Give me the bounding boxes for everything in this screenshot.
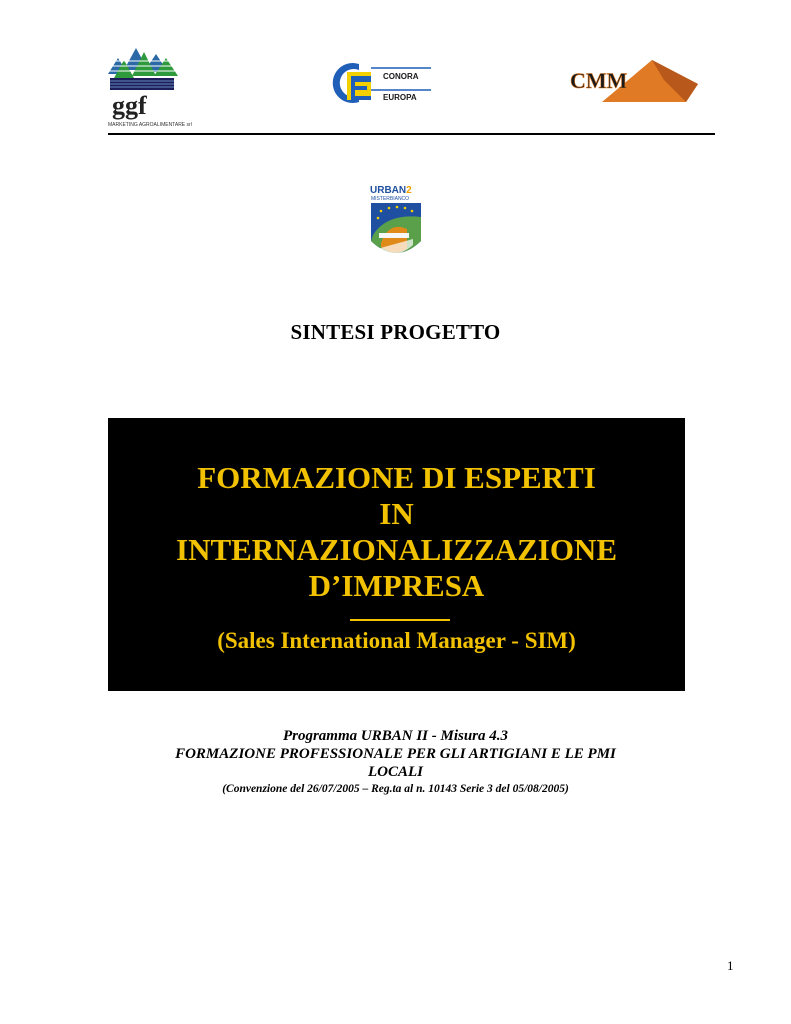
title-divider xyxy=(350,619,450,621)
title-subtitle: (Sales International Manager - SIM) xyxy=(217,628,576,653)
program-line: FORMAZIONE PROFESSIONALE PER GLI ARTIGIANI E LE PMI xyxy=(175,746,616,762)
title-block xyxy=(108,460,685,604)
conora-europa-logo xyxy=(333,60,433,106)
svg-text:ggf: ggf xyxy=(112,91,147,120)
urban2-logo xyxy=(367,183,425,265)
program-info xyxy=(0,727,791,797)
title-line: INTERNAZIONALIZZAZIONE xyxy=(176,532,617,567)
page-heading: SINTESI PROGETTO xyxy=(290,320,501,344)
cmm-logo xyxy=(568,58,700,104)
svg-text:CONORA: CONORA xyxy=(383,72,419,81)
program-line: Programma URBAN II - Misura 4.3 xyxy=(282,728,509,744)
convention-line: (Convenzione del 26/07/2005 – Reg.ta al n. 10143 Serie 3 del 05/08/2005) xyxy=(222,783,569,795)
svg-text:MISTERBIANCO: MISTERBIANCO xyxy=(371,196,410,202)
title-line: IN xyxy=(379,496,414,531)
title-box xyxy=(108,418,685,691)
header-rule xyxy=(108,133,715,135)
program-line: LOCALI xyxy=(367,764,423,780)
title-line: FORMAZIONE DI ESPERTI xyxy=(197,460,596,495)
title-line: D’IMPRESA xyxy=(308,568,485,603)
page-number: 1 xyxy=(727,958,734,973)
svg-text:CMM: CMM xyxy=(570,68,628,93)
svg-text:URBAN2: URBAN2 xyxy=(370,185,412,196)
ggf-logo xyxy=(104,44,192,128)
svg-text:EUROPA: EUROPA xyxy=(383,93,417,102)
svg-text:MARKETING AGROALIMENTARE srl: MARKETING AGROALIMENTARE srl xyxy=(108,122,192,128)
